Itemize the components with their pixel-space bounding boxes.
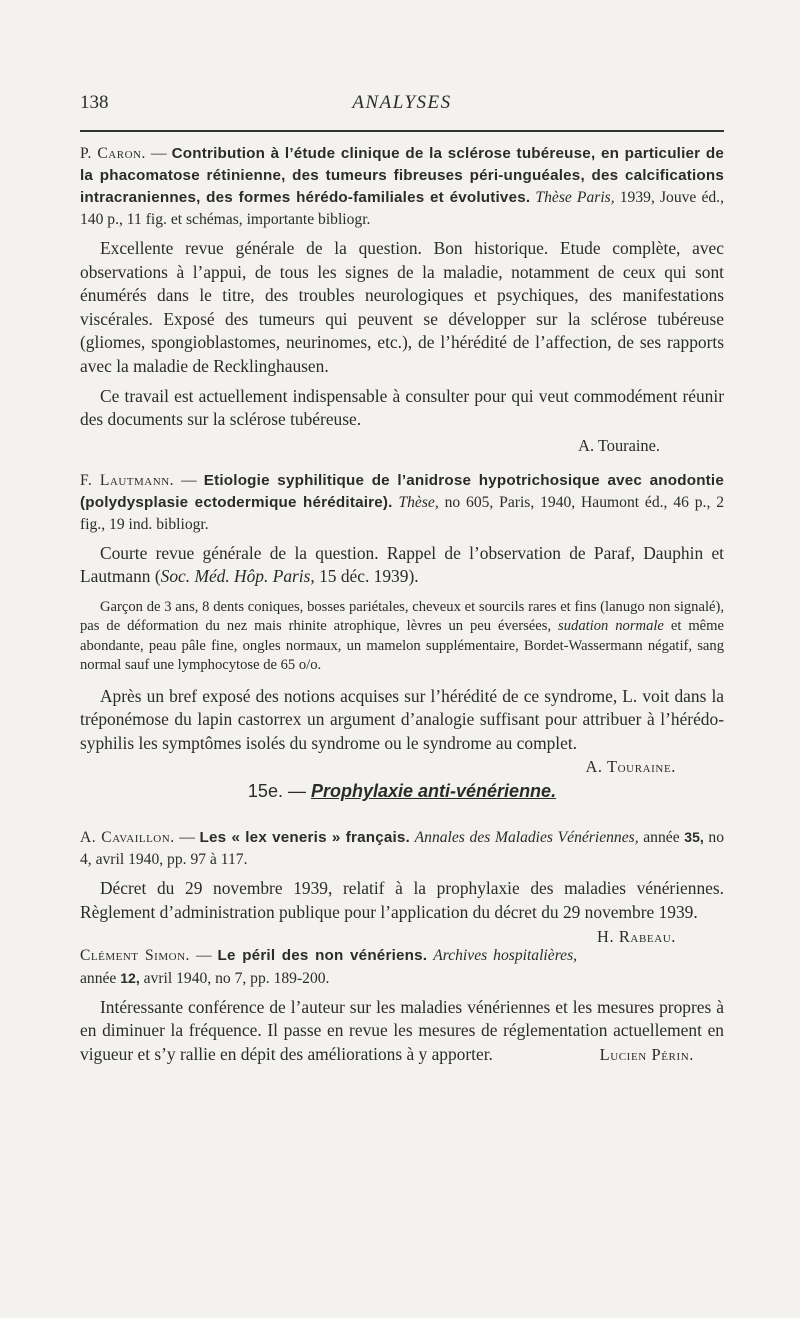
reviewer-signature: A. Touraine. bbox=[585, 757, 676, 777]
review-paragraph: Courte revue générale de la question. Rappel de l’observation de Paraf, Dauphin et Lautmann (Soc. Méd. Hôp. Paris, 15 déc. 1939). bbox=[80, 542, 724, 587]
bibliographic-reference bbox=[80, 470, 724, 536]
volume: 35, bbox=[684, 829, 704, 846]
reviewer-signature: A. Touraine. bbox=[578, 435, 660, 455]
dash: — bbox=[195, 946, 212, 964]
review-paragraph: Intéressante conférence de l’auteur sur les maladies vénériennes et les mesures propres à en diminuer la fréquence. Il passe en revue les mesures de réglementation actuellement en vigueur et s’y rallie en dépit des améliorations à y apporter. Lucien Périn. bbox=[80, 996, 724, 1067]
bibliographic-reference bbox=[80, 826, 724, 871]
volume: 12, bbox=[120, 969, 140, 986]
author: F. Lautmann. bbox=[80, 471, 175, 489]
publication-details: 1939, Jouve éd., 140 p., 11 fig. et schémas, importante bibliogr. bbox=[80, 189, 724, 228]
publication-details: no 4, avril 1940, pp. 97 à 117. bbox=[80, 829, 724, 869]
source: Thèse Paris, bbox=[535, 189, 615, 206]
reviewer-signature: H. Rabeau. bbox=[597, 926, 676, 946]
review-entry-caron bbox=[80, 143, 724, 456]
article-title: Les « lex veneris » français. bbox=[199, 829, 410, 847]
author: Clément Simon. bbox=[80, 946, 190, 964]
case-observation: Garçon de 3 ans, 8 dents coniques, bosses pariétales, cheveux et sourcils rares et fins (lanugo non signalé), pas de déformation du nez mais rhinite atrophique, lèvres un peu éversées, sudation normale et même abondante, peau pâle fine, ongles normaux, un mamelon supplémentaire, Bordet-Wassermann négatif, sang normal sauf une lymphocytose de 65 o/o. bbox=[80, 598, 724, 674]
review-paragraph: Ce travail est actuellement indispensable à consulter pour qui veut commodément réunir des documents sur la sclérose tubéreuse. bbox=[80, 385, 724, 430]
page-header bbox=[80, 92, 724, 122]
review-entry-simon bbox=[80, 945, 724, 1067]
year-label: année bbox=[80, 969, 117, 987]
publication-details: no 605, Paris, 1940, Haumont éd., 46 p., 2 fig., 19 ind. bibliogr. bbox=[80, 493, 724, 533]
source: Thèse, bbox=[398, 493, 439, 511]
article-title: Le péril des non vénériens. bbox=[217, 946, 428, 964]
dash: — bbox=[181, 471, 197, 489]
section-heading bbox=[80, 781, 724, 802]
dash: — bbox=[150, 145, 167, 162]
author: A. Cavaillon. bbox=[80, 829, 175, 847]
review-entry-cavaillon bbox=[80, 826, 724, 946]
bibliographic-reference bbox=[80, 143, 724, 231]
section-name: Prophylaxie anti-vénérienne. bbox=[310, 781, 557, 802]
reviewer-signature: Lucien Périn. bbox=[599, 1044, 694, 1064]
source: Archives hospitalières, bbox=[433, 946, 578, 964]
source: Annales des Maladies Vénériennes, bbox=[414, 829, 639, 847]
dash: — bbox=[179, 829, 195, 847]
bibliographic-reference bbox=[80, 945, 724, 990]
review-paragraph: Excellente revue générale de la question. Bon historique. Etude complète, avec observations à l’appui, de tous les signes de la maladie, notamment de ceux qui sont énumérés dans le titre, des troubles neurologiques et psychiques, des manifestations viscérales. Exposé des tumeurs qui peuvent se développer sur la sclérose tubéreuse (gliomes, spongioblastomes, neurinomes, etc.), de l’hérédité de l’affection, de ses rapports avec la maladie de Recklinghausen. bbox=[80, 238, 724, 376]
page-body bbox=[80, 143, 724, 1079]
review-paragraph: Décret du 29 novembre 1939, relatif à la prophylaxie des maladies vénériennes. Règlement d’administration publique pour l’application du décret du 29 novembre 1939. H. Rabeau. bbox=[80, 877, 724, 924]
article-title: Etiologie syphilitique de l’anidrose hypotrichosique avec anodontie (polydysplasie ectodermique héréditaire). bbox=[80, 471, 724, 511]
header-rule bbox=[80, 130, 724, 132]
review-paragraph: Après un bref exposé des notions acquises sur l’hérédité de ce syndrome, L. voit dans la tréponémose du lapin castorrex un argument d’analogie suffisant pour attribuer à l’hérédo-syphilis les symptômes isolés du syndrome ou le syndrome au complet. A. Touraine. bbox=[80, 685, 724, 756]
author: P. Caron. bbox=[80, 145, 146, 162]
section-number: 15e. — bbox=[247, 781, 306, 802]
review-entry-lautmann bbox=[80, 470, 724, 777]
publication-details: avril 1940, no 7, pp. 189-200. bbox=[143, 969, 330, 987]
article-title: Contribution à l’étude clinique de la sclérose tubéreuse, en particulier de la phacomatose rétinienne, des tumeurs fibreuses péri-unguéales, des calcifications intracraniennes, des formes hérédo-familiales et évolutives. bbox=[80, 145, 724, 206]
year-label: année bbox=[643, 829, 680, 847]
page-number: 138 bbox=[80, 92, 109, 113]
running-title: ANALYSES bbox=[352, 92, 452, 113]
